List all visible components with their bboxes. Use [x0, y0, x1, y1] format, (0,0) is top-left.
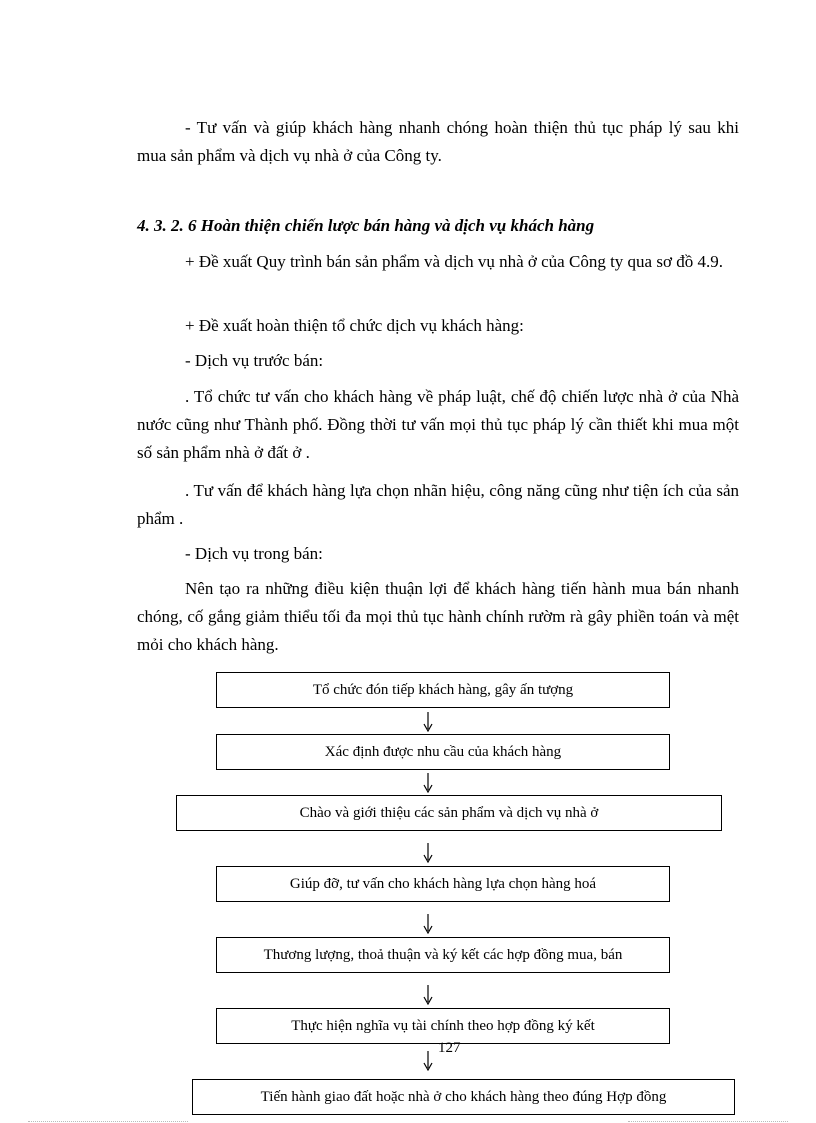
flow-step-2: Xác định được nhu cầu của khách hàng — [216, 734, 670, 770]
flow-step-5: Thương lượng, thoả thuận và ký kết các hợp đồng mua, bán — [216, 937, 670, 973]
paragraph-pre-sale: - Dịch vụ trước bán: — [185, 351, 324, 370]
flow-step-7: Tiến hành giao đất hoặc nhà ở cho khách hàng theo đúng Hợp đồng — [192, 1079, 735, 1115]
flow-step-4: Giúp đỡ, tư vấn cho khách hàng lựa chọn hàng hoá — [216, 866, 670, 902]
flow-step-6: Thực hiện nghĩa vụ tài chính theo hợp đồng ký kết — [216, 1008, 670, 1044]
down-arrow-icon — [423, 843, 433, 863]
page-number: 127 — [438, 1040, 461, 1056]
footer-divider-right — [628, 1121, 788, 1122]
down-arrow-icon — [423, 1051, 433, 1071]
footer-divider-left — [28, 1121, 188, 1122]
paragraph-favorable-conditions: Nên tạo ra những điều kiện thuận lợi để khách hàng tiến hành mua bán nhanh chóng, cố gắng giảm thiểu tối đa mọi thủ tục hành chính rườm rà gây phiền toán và mệt mỏi cho khách hàng. — [137, 579, 739, 654]
flow-step-3: Chào và giới thiệu các sản phẩm và dịch vụ nhà ở — [176, 795, 722, 831]
down-arrow-icon — [423, 914, 433, 934]
flow-step-1: Tổ chức đón tiếp khách hàng, gây ấn tượng — [216, 672, 670, 708]
section-heading: 4. 3. 2. 6 Hoàn thiện chiến lược bán hàng và dịch vụ khách hàng — [137, 216, 595, 235]
down-arrow-icon — [423, 712, 433, 732]
paragraph-legal-consulting: . Tổ chức tư vấn cho khách hàng về pháp luật, chế độ chiến lược nhà ở của Nhà nước cũng như Thành phố. Đồng thời tư vấn mọi thủ tục pháp lý cần thiết khi mua một số sản phẩm nhà ở đất ở . — [137, 387, 739, 462]
paragraph-during-sale: - Dịch vụ trong bán: — [185, 544, 323, 563]
paragraph-product-consulting: . Tư vấn để khách hàng lựa chọn nhãn hiệu, công năng cũng như tiện ích của sản phẩm . — [137, 481, 739, 528]
down-arrow-icon — [423, 773, 433, 793]
paragraph-sales-process: + Đề xuất Quy trình bán sản phẩm và dịch vụ nhà ở của Công ty qua sơ đồ 4.9. — [185, 252, 723, 271]
paragraph-legal-advice: - Tư vấn và giúp khách hàng nhanh chóng hoàn thiện thủ tục pháp lý sau khi mua sản phẩm và dịch vụ nhà ở của Công ty. — [137, 118, 739, 165]
down-arrow-icon — [423, 985, 433, 1005]
paragraph-customer-service: + Đề xuất hoàn thiện tổ chức dịch vụ khách hàng: — [185, 316, 524, 335]
